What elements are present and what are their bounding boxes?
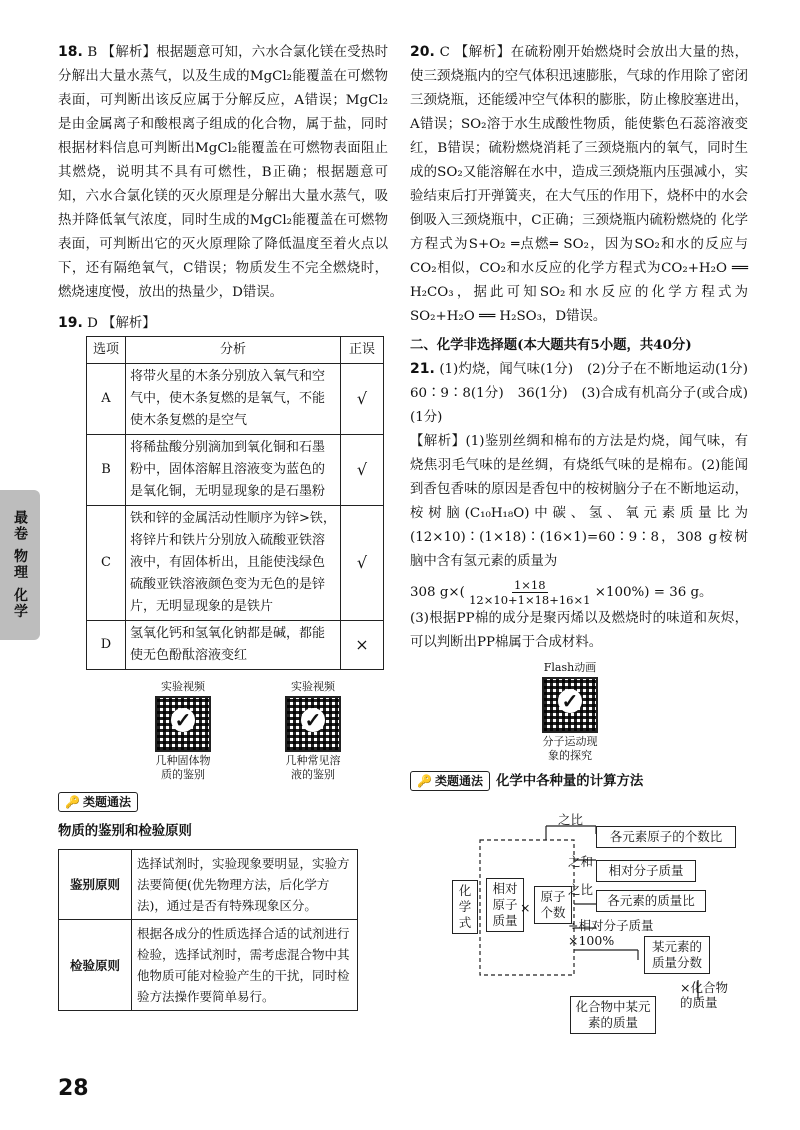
qr-caption-bottom: 几种常见溶液的鉴别 (285, 754, 341, 781)
correctness-cell: √ (341, 435, 384, 506)
label-multiply: ×化合物的质量 (680, 980, 728, 1010)
formula-prefix: 308 g×( (410, 585, 465, 600)
calculation-diagram (448, 812, 758, 1050)
method-tag (58, 792, 138, 812)
analysis-cell: 氢氧化钙和氢氧化钠都是碱，都能使无色酚酞溶液变红 (126, 621, 341, 670)
table-row (87, 506, 384, 621)
question-20-equations: 化学方程式为S+O₂ ═点燃═ SO₂，因为SO₂和水的反应与CO₂相似，CO₂和水反应的化学方程式为CO₂+H₂O ══ H₂CO₃，据此可知SO₂和水反应的化学方程式为SO₂+H₂O ══ H₂SO₃，D错误。 (410, 213, 748, 324)
right-column (410, 40, 762, 793)
question-21-answer: (1)灼烧，闻气味(1分) (2)分子在不断地运动(1分) 60∶9∶8(1分) 36(1分) (3)合成有机高分子(或合成)(1分) (410, 362, 762, 425)
correctness-cell: √ (341, 506, 384, 621)
table-header: 分析 (126, 337, 341, 364)
question-21-analysis: 【解析】(1)鉴别丝绸和棉布的方法是灼烧，闻气味，有烧焦羽毛气味的是丝绸，有烧纸气味的是棉布。(2)能闻到香包香味的原因是香包中的桉树脑分子在不断地运动，桉树脑(C₁₀H₁₈O)中碳、氢、氧元素质量比为(12×10)∶(1×18)∶(16×1)=60∶9∶8，308 g桉树脑中含有氢元素的质量为 (410, 434, 748, 569)
table-row (87, 364, 384, 435)
qr-code-icon: ✓ (542, 677, 598, 733)
question-20-text: C 【解析】在硫粉刚开始燃烧时会放出大量的热，使三颈烧瓶内的空气体积迅速膨胀，气球的作用除了密闭三颈烧瓶，还能缓冲空气体积的膨胀，防止橡胶塞进出，A错误；SO₂溶于水生成酸性物质，能使紫色石蕊溶液变红，B错误；硫粉燃烧消耗了三颈烧瓶内的氧气，同时生成的SO₂又能溶解在水中，造成三颈烧瓶内压强减小，实验结束后打开弹簧夹，在大气压的作用下，烧杯中的水会倒吸入三颈烧瓶中，C正确；三颈烧瓶内硫粉燃烧的 (410, 45, 748, 228)
question-19-head: D 【解析】 (87, 316, 156, 331)
principle-text: 根据各成分的性质选择合适的试剂进行检验，选择试剂时，需考虑混合物中其他物质可能对检验产生的干扰，同时检验方法操作要简单易行。 (132, 920, 358, 1011)
label-divide: ÷相对分子质量×100% (568, 918, 654, 948)
principle-text: 选择试剂时，实验现象要明显，实验方法要简便(优先物理方法，后化学方法)，通过是否有特殊现象区分。 (132, 850, 358, 920)
question-21-formula (410, 578, 748, 607)
label-sum: 之和 (568, 854, 594, 869)
analysis-cell: 将带火星的木条分别放入氧气和空气中，使木条复燃的是氧气，不能使木条复燃的是空气 (126, 364, 341, 435)
table-row (87, 621, 384, 670)
node-atom-ratio: 各元素原子的个数比 (596, 826, 736, 848)
table-row (59, 850, 358, 920)
table-row (59, 920, 358, 1011)
analysis-cell: 将稀盐酸分别滴加到氧化铜和石墨粉中，固体溶解且溶液变为蓝色的是氧化铜，无明显现象的是石墨粉 (126, 435, 341, 506)
question-21 (410, 357, 762, 430)
qr-code-video-solutions[interactable] (283, 680, 343, 782)
side-tab (0, 490, 40, 640)
question-18 (58, 40, 388, 305)
fraction (469, 578, 590, 607)
question-19 (58, 311, 388, 336)
principle-label: 检验原则 (59, 920, 132, 1011)
node-relative-atomic-mass: 相对原子质量 (486, 878, 524, 932)
label-ratio-1: 之比 (558, 812, 584, 827)
qr-caption-bottom: 几种固体物质的鉴别 (155, 754, 211, 781)
qr-caption-top: 实验视频 (291, 680, 335, 693)
option-cell: C (87, 506, 126, 621)
analysis-cell: 铁和锌的金属活动性顺序为锌>铁，将锌片和铁片分别放入硫酸亚铁溶液中，有固体析出，且能使浅绿色硫酸亚铁溶液颜色变为无色的是锌片，无明显现象的是铁片 (126, 506, 341, 621)
principle-label: 鉴别原则 (59, 850, 132, 920)
fraction-denominator: 12×10+1×18+16×1 (469, 593, 591, 607)
qr-code-row (118, 680, 378, 782)
correctness-cell: × (341, 621, 384, 670)
question-18-number: 18. (58, 44, 83, 60)
node-molecular-mass: 相对分子质量 (596, 860, 696, 882)
label-times: × (520, 900, 531, 915)
formula-suffix: ×100%) = 36 g。 (594, 585, 713, 600)
question-21-analysis-3: (3)根据PP棉的成分是聚丙烯以及燃烧时的味道和灰烬，可以判断出PP棉属于合成材料。 (410, 611, 748, 650)
method-title: 化学中各种量的计算方法 (495, 773, 644, 789)
node-atom-count: 原子个数 (534, 886, 572, 924)
method-tag-label: 类题通法 (434, 774, 483, 788)
correctness-cell: √ (341, 364, 384, 435)
option-cell: B (87, 435, 126, 506)
table-header: 选项 (87, 337, 126, 364)
question-20-number: 20. (410, 44, 435, 60)
method-heading-right (410, 769, 748, 793)
question-20 (410, 40, 748, 329)
node-formula: 化学式 (452, 880, 478, 934)
section-heading: 二、化学非选择题(本大题共有5小题，共40分) (410, 337, 692, 353)
key-icon: 🔑 (417, 774, 432, 788)
question-19-number: 19. (58, 315, 83, 331)
fraction-numerator: 1×18 (513, 578, 546, 592)
qr-caption-bottom: 分子运动现象的探究 (542, 735, 598, 762)
method-title: 物质的鉴别和检验原则 (58, 823, 192, 839)
qr-code-video-solids[interactable] (153, 680, 213, 782)
table-header-row (87, 337, 384, 364)
table-header: 正误 (341, 337, 384, 364)
option-cell: A (87, 364, 126, 435)
qr-code-icon: ✓ (285, 696, 341, 752)
side-tab-label: 最卷 物理 化学 (12, 510, 28, 620)
question-18-text: B 【解析】根据题意可知，六水合氯化镁在受热时分解出大量水蒸气，以及生成的MgCl₂能覆盖在可燃物表面，可判断出该反应属于分解反应，A错误；MgCl₂是由金属离子和酸根离子组成的化合物，属于盐，同时根据材料信息可判断出MgCl₂能覆盖在可燃物表面阻止其燃烧，说明其不具有可燃性，B正确；根据题意可知，六水合氯化镁的灭火原理是分解出大量水蒸气，吸热并降低氧气浓度，同时生成的MgCl₂能覆盖在可燃物表面，可判断出它的灭火原理除了降低温度至着火点以下，还有隔绝氧气，C错误；物质发生不完全燃烧时，燃烧速度慢，放出的热量少，D错误。 (58, 45, 388, 300)
table-row (87, 435, 384, 506)
principle-table (58, 849, 358, 1011)
method-tag (410, 771, 490, 791)
analysis-table (86, 336, 384, 670)
qr-code-icon: ✓ (155, 696, 211, 752)
qr-caption-top: Flash动画 (543, 661, 597, 674)
method-tag-label: 类题通法 (82, 795, 131, 809)
question-21-number: 21. (410, 361, 435, 377)
qr-code-flash[interactable] (530, 661, 610, 763)
node-mass-ratio: 各元素的质量比 (596, 890, 706, 912)
qr-caption-top: 实验视频 (161, 680, 205, 693)
label-ratio-2: 之比 (568, 882, 594, 897)
key-icon: 🔑 (65, 795, 80, 809)
option-cell: D (87, 621, 126, 670)
node-element-mass: 化合物中某元素的质量 (570, 996, 656, 1034)
node-mass-fraction: 某元素的质量分数 (644, 936, 710, 974)
left-column (58, 40, 388, 1011)
page-number: 28 (58, 1076, 89, 1101)
